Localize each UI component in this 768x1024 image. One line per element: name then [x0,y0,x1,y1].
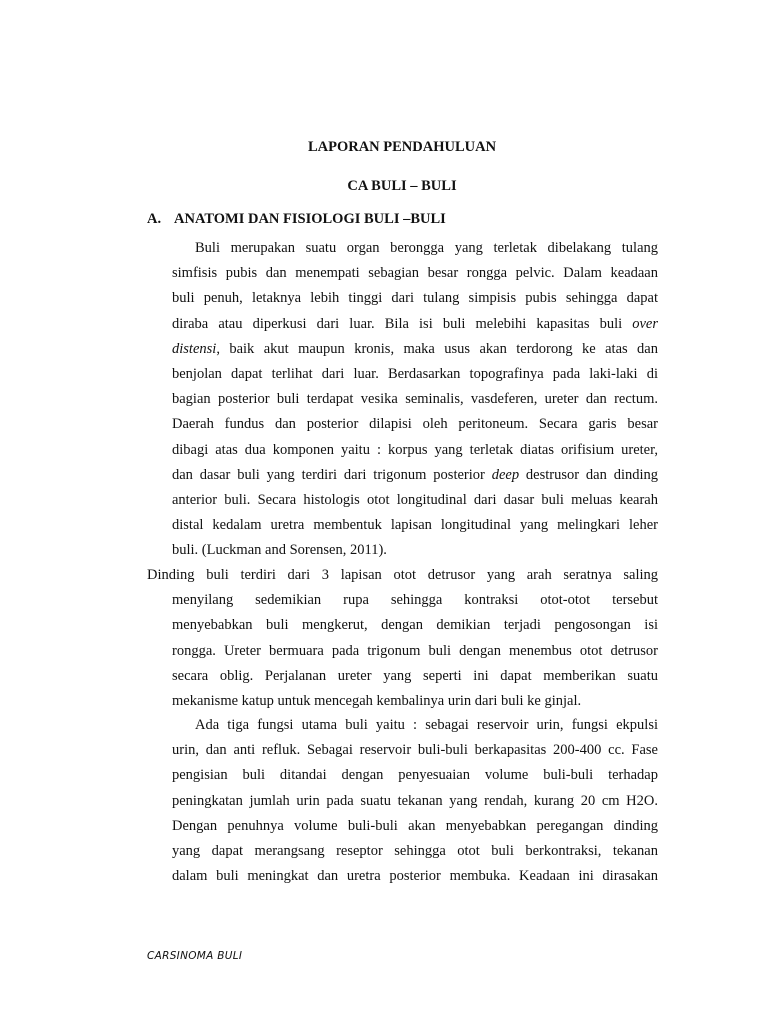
section-title: ANATOMI DAN FISIOLOGI BULI –BULI [174,211,446,227]
text-line: dalam buli meningkat dan uretra posterior membuka. Keadaan ini dirasakan [172,868,658,885]
italic-term: distensi [172,340,217,357]
paragraph-2 [147,563,658,714]
text-line [172,463,658,488]
text-span: diraba atau diperkusi dari luar. Bila isi buli melebihi kapasitas buli [172,315,623,332]
text-line: benjolan dapat terlihat dari luar. Berdasarkan topografinya pada laki-laki di [172,365,658,382]
text-span: dan dasar buli yang terdiri dari trigonum posterior [172,466,485,483]
document-subtitle: CA BULI – BULI [347,178,457,194]
text-line: pengisian buli ditandai dengan penyesuaian volume buli-buli terhadap [172,767,658,784]
text-line: bagian posterior buli terdapat vesika seminalis, vasdeferen, ureter dan rectum. [172,391,658,408]
text-line: buli. (Luckman and Sorensen, 2011). [172,542,387,559]
text-line: distal kedalam uretra membentuk lapisan longitudinal yang melingkari leher [172,517,658,534]
text-line: Dinding buli terdiri dari 3 lapisan otot detrusor yang arah seratnya saling [147,567,658,583]
text-line: menyilang sedemikian rupa sehingga kontraksi otot-otot tersebut [172,592,658,609]
italic-term: over [632,315,659,332]
text-line: urin, dan anti refluk. Sebagai reservoir buli-buli berkapasitas 200-400 cc. Fase [172,742,658,759]
paragraph-3 [172,713,658,889]
text-line: buli penuh, letaknya lebih tinggi dari tulang simpisis pubis sehingga dapat [172,290,658,307]
text-line [172,337,658,362]
italic-term: deep [491,466,520,483]
text-line: dibagi atas dua komponen yaitu : korpus yang terletak diatas orifisium ureter, [172,441,658,458]
paragraph-1 [172,236,658,563]
text-line: peningkatan jumlah urin pada suatu tekanan yang rendah, kurang 20 cm H2O. [172,792,658,809]
text-line: Ada tiga fungsi utama buli yaitu : sebagai reservoir urin, fungsi ekpulsi [195,717,658,733]
page-footer: CARSINOMA BULI [147,950,243,962]
text-line: Buli merupakan suatu organ berongga yang terletak dibelakang tulang [195,240,658,256]
text-line: rongga. Ureter bermuara pada trigonum buli dengan menembus otot detrusor [172,642,658,659]
text-line: secara oblig. Perjalanan ureter yang seperti ini dapat memberikan suatu [172,667,658,684]
text-line: menyebabkan buli mengkerut, dengan demikian terjadi pengosongan isi [172,617,658,634]
text-line: anterior buli. Secara histologis otot longitudinal dari dasar buli meluas kearah [172,491,658,508]
text-line: Daerah fundus dan posterior dilapisi oleh peritoneum. Secara garis besar [172,416,658,433]
text-line: mekanisme katup untuk mencegah kembalinya urin dari buli ke ginjal. [172,692,582,709]
document-title: LAPORAN PENDAHULUAN [307,139,497,155]
text-line: yang dapat merangsang reseptor sehingga otot buli berkontraksi, tekanan [172,842,658,859]
text-span: , baik akut maupun kronis, maka usus akan terdorong ke atas dan [216,340,658,357]
section-number: A. [147,211,162,227]
text-line: simfisis pubis dan menempati sebagian besar rongga pelvic. Dalam keadaan [172,265,658,282]
text-span: destrusor dan dinding [525,466,659,483]
text-line [172,312,658,337]
text-line: Dengan penuhnya volume buli-buli akan menyebabkan peregangan dinding [172,817,658,834]
section-heading [147,211,446,228]
